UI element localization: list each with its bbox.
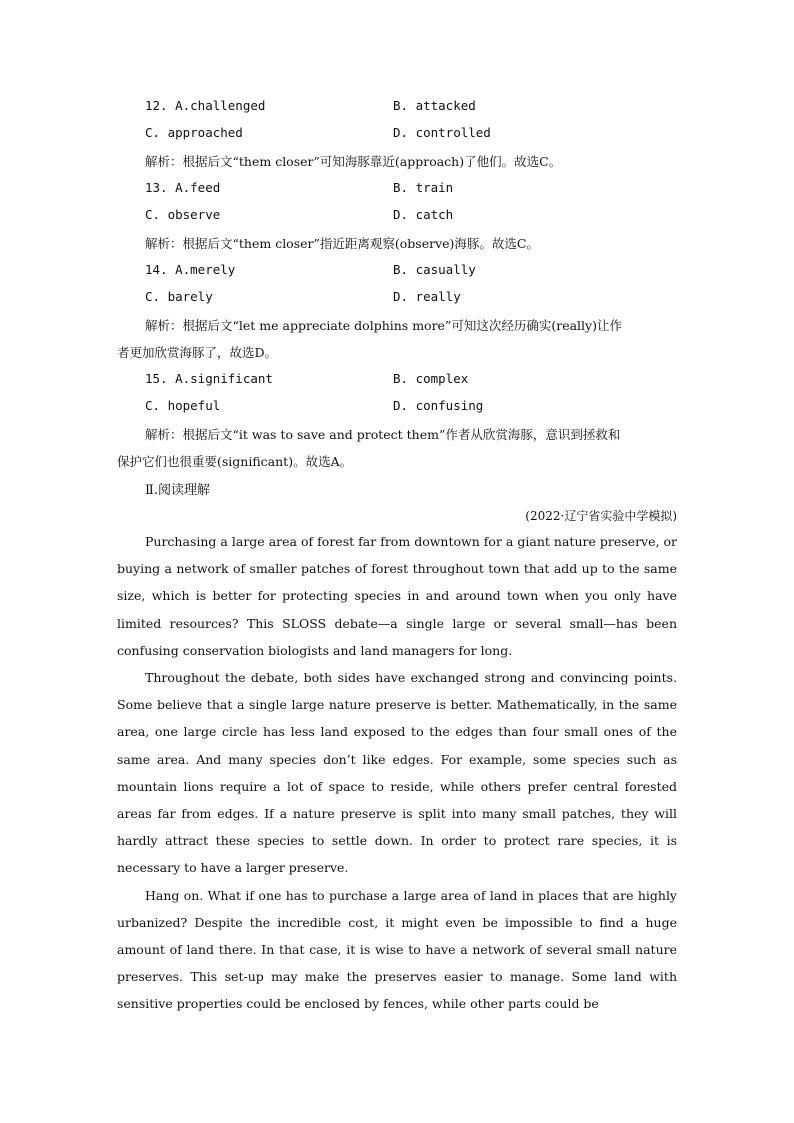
option-14a: 14. A.merely	[145, 262, 236, 277]
source-note: (2022·辽宁省实验中学模拟)	[525, 509, 677, 523]
option-14c: C. barely	[145, 289, 213, 304]
passage-paragraph-1: Purchasing a large area of forest far from downtown for a giant nature preserve, or buying a network of smaller patches of forest throughout town that add up to the same size, which is better for protecting species in and around town when you only have limited resources? This SLOSS debate—a single large or several small—has been confusing conservation biologists and land managers for long.	[117, 534, 677, 658]
option-13b: B. train	[393, 180, 454, 195]
question-14-row-cd	[145, 289, 685, 309]
explanation-15-line1: 解析：根据后文“it was to save and protect them”作者从欣赏海豚，意识到拯救和	[145, 427, 621, 442]
passage-paragraph-3: Hang on. What if one has to purchase a large area of land in places that are highly urbanized? Despite the incredible cost, it might even be impossible to find a huge amount of land there. In that case, it is wise to have a network of several small nature preserves. This set-up may make the preserves easier to manage. Some land with sensitive properties could be enclosed by fences, while other parts could be	[117, 887, 677, 1012]
option-14d: D. really	[393, 289, 461, 304]
explanation-13: 解析：根据后文“them closer”指近距离观察(observe)海豚。故选C。	[145, 236, 539, 251]
option-13d: D. catch	[393, 207, 454, 222]
question-15-row-cd	[145, 398, 685, 418]
question-12-row-cd	[145, 125, 685, 145]
explanation-15-line2: 保护它们也很重要(significant)。故选A。	[117, 454, 353, 469]
option-12d: D. controlled	[393, 125, 491, 140]
explanation-14-line1: 解析：根据后文“let me appreciate dolphins more”可知这次经历确实(really)让作	[145, 318, 622, 333]
question-15-row-ab	[145, 371, 685, 391]
question-12-row-ab	[145, 98, 685, 118]
reading-passage	[117, 528, 677, 1018]
option-13a: 13. A.feed	[145, 180, 221, 195]
question-13-row-ab	[145, 180, 685, 200]
explanation-12: 解析：根据后文“them closer”可知海豚靠近(approach)了他们。故选C。	[145, 154, 562, 169]
passage-paragraph-2: Throughout the debate, both sides have exchanged strong and convincing points. Some believe that a single large nature preserve is better. Mathematically, in the same area, one large circle has less land exposed to the edges than four small ones of the same area. And many species don’t like edges. For example, some species such as mountain lions require a lot of space to reside, while others prefer central forested areas far from edges. If a nature preserve is split into many small patches, they will hardly attract these species to settle down. In order to protect rare species, it is necessary to have a larger preserve.	[117, 670, 677, 876]
section-title: Ⅱ.阅读理解	[145, 483, 210, 498]
option-15d: D. confusing	[393, 398, 484, 413]
option-12c: C. approached	[145, 125, 243, 140]
option-15a: 15. A.significant	[145, 371, 273, 386]
option-13c: C. observe	[145, 207, 221, 222]
question-13-row-cd	[145, 207, 685, 227]
option-12a: 12. A.challenged	[145, 98, 266, 113]
option-15c: C. hopeful	[145, 398, 221, 413]
option-14b: B. casually	[393, 262, 476, 277]
explanation-14-line2: 者更加欣赏海豚了，故选D。	[117, 345, 278, 360]
option-15b: B. complex	[393, 371, 469, 386]
option-12b: B. attacked	[393, 98, 476, 113]
question-14-row-ab	[145, 262, 685, 282]
